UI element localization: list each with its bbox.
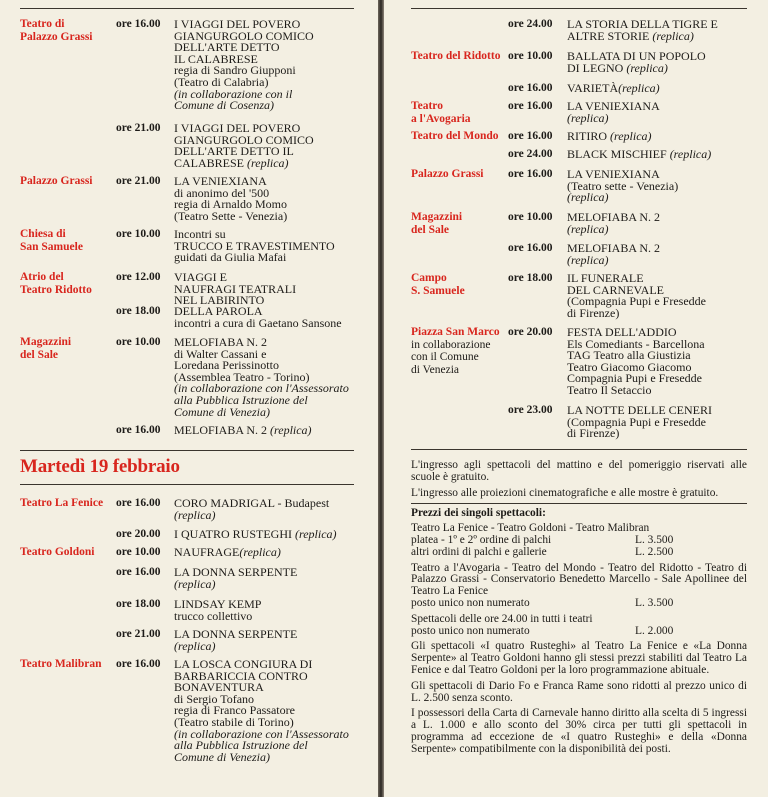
show-line bbox=[567, 382, 705, 397]
venue-name bbox=[20, 175, 93, 188]
show-line bbox=[567, 149, 711, 161]
show-note: (replica) bbox=[247, 155, 289, 170]
venue-line: Campo bbox=[411, 272, 447, 284]
show-line bbox=[174, 252, 335, 264]
venue-note: con il Comune bbox=[411, 351, 479, 363]
venue-line: Palazzo Grassi bbox=[20, 30, 93, 43]
venue-name bbox=[411, 326, 500, 376]
show-line bbox=[174, 425, 312, 437]
left-page bbox=[0, 0, 378, 797]
show-text: incontri a cura di Gaetano Sansone bbox=[174, 315, 342, 330]
show-note: (replica) bbox=[610, 129, 652, 143]
show-details bbox=[174, 529, 337, 541]
show-line bbox=[174, 547, 281, 559]
show-time: ore 10.00 bbox=[116, 546, 161, 558]
show-line bbox=[174, 608, 261, 623]
show-line bbox=[567, 428, 712, 440]
show-details bbox=[174, 229, 335, 264]
show-time: ore 16.00 bbox=[508, 100, 553, 112]
show-text: Teatro Il Setaccio bbox=[567, 382, 652, 397]
show-details bbox=[567, 19, 718, 42]
show-text: di Firenze) bbox=[567, 305, 620, 320]
show-text: VARIETÀ bbox=[567, 81, 619, 95]
show-details bbox=[174, 547, 281, 559]
show-note: Comune di Venezia) bbox=[174, 404, 270, 419]
show-note: alla Pubblica Istruzione del bbox=[174, 738, 308, 753]
venue-name bbox=[411, 100, 471, 125]
show-details bbox=[174, 425, 312, 437]
venue-line: a l'Avogaria bbox=[411, 112, 471, 125]
venue-name bbox=[411, 272, 465, 297]
show-text: (Teatro di Calabria) bbox=[174, 74, 269, 89]
show-text: MELOFIABA N. 2 bbox=[567, 241, 661, 255]
show-time: ore 16.00 bbox=[116, 497, 161, 509]
show-details bbox=[174, 19, 314, 112]
show-line bbox=[174, 576, 297, 591]
show-details bbox=[174, 272, 296, 307]
info-rule bbox=[411, 503, 747, 504]
show-line bbox=[567, 110, 660, 125]
venue-name bbox=[20, 271, 92, 296]
show-time: ore 10.00 bbox=[116, 228, 161, 240]
show-details bbox=[174, 498, 329, 521]
show-text: (Compagnia Pupi e Fresedde bbox=[567, 294, 706, 309]
show-line bbox=[567, 252, 660, 267]
venue-line: Teatro Goldoni bbox=[20, 546, 95, 558]
price-row bbox=[411, 626, 747, 638]
show-time: ore 16.00 bbox=[116, 658, 161, 670]
show-line bbox=[567, 83, 660, 95]
show-details bbox=[174, 306, 342, 329]
show-text: MELOFIABA N. 2 bbox=[174, 423, 271, 437]
show-time: ore 20.00 bbox=[508, 326, 553, 338]
show-line bbox=[567, 60, 706, 75]
show-details bbox=[174, 337, 349, 418]
show-text: (Teatro Sette - Venezia) bbox=[174, 208, 288, 223]
show-text: LA VENIEXIANA bbox=[174, 174, 267, 188]
show-text: LA NOTTE DELLE CENERI bbox=[567, 403, 712, 417]
show-note: (replica) bbox=[174, 507, 216, 522]
venue-line: Teatro La Fenice bbox=[20, 497, 104, 509]
show-text: MELOFIABA N. 2 bbox=[567, 210, 661, 224]
show-text: (Teatro stabile di Torino) bbox=[174, 714, 294, 729]
show-time: ore 18.00 bbox=[116, 305, 161, 317]
price-label: platea - 1º e 2º ordine di palchi bbox=[411, 533, 552, 546]
show-text: Incontri su bbox=[174, 227, 226, 241]
venue-line: Teatro Ridotto bbox=[20, 283, 92, 296]
show-note: (in collaborazione con l'Assessorato bbox=[174, 726, 349, 741]
show-details bbox=[174, 659, 349, 763]
show-time: ore 24.00 bbox=[508, 18, 553, 30]
show-text: DEL CARNEVALE bbox=[567, 282, 664, 297]
show-note: (replica) bbox=[626, 60, 668, 75]
show-text: Compagnia Pupi e Fresedde bbox=[567, 371, 702, 386]
show-time: ore 16.00 bbox=[508, 82, 553, 94]
show-line bbox=[567, 305, 706, 320]
show-text: I VIAGGI DEL POVERO bbox=[174, 121, 301, 135]
show-note: (in collaborazione con l'Assessorato bbox=[174, 381, 349, 396]
show-text: DELLA PAROLA bbox=[174, 304, 263, 318]
top-rule bbox=[411, 8, 747, 9]
show-text: LA VENIEXIANA bbox=[567, 167, 660, 181]
venue-name bbox=[20, 228, 83, 253]
venue-line: Palazzo Grassi bbox=[20, 175, 93, 187]
show-text: LINDSAY KEMP bbox=[174, 597, 262, 611]
price-label: posto unico non numerato bbox=[411, 624, 530, 637]
price-group-3 bbox=[411, 614, 747, 638]
show-note: (replica) bbox=[295, 527, 337, 541]
show-details bbox=[567, 101, 660, 124]
show-time: ore 10.00 bbox=[116, 336, 161, 348]
show-text: (Compagnia Pupi e Fresedde bbox=[567, 414, 706, 429]
show-text: BALLATA DI UN POPOLO bbox=[567, 49, 706, 63]
venue-note: in collaborazione bbox=[411, 338, 491, 351]
show-note: (replica) bbox=[652, 28, 694, 43]
show-details bbox=[567, 131, 652, 143]
show-time: ore 18.00 bbox=[508, 272, 553, 284]
show-time: ore 16.00 bbox=[116, 424, 161, 436]
show-note: (replica) bbox=[174, 576, 216, 591]
show-details bbox=[567, 273, 706, 319]
intro-schools: L'ingresso agli spettacoli del mattino e del pomeriggio riservati alle scuole è gratuito. bbox=[411, 459, 747, 483]
show-text: Teatro Giacomo Giacomo bbox=[567, 359, 692, 374]
section-rule bbox=[411, 449, 747, 450]
show-text: regia di Arnaldo Momo bbox=[174, 197, 287, 212]
show-line bbox=[174, 404, 349, 419]
price-value: L. 3.500 bbox=[635, 596, 674, 609]
show-note: Comune di Venezia) bbox=[174, 749, 270, 764]
show-text: CORO MADRIGAL - Budapest bbox=[174, 496, 330, 510]
venue-line: Piazza San Marco bbox=[411, 326, 500, 338]
intro-films: L'ingresso alle proiezioni cinematografiche e alle mostre è gratuito. bbox=[411, 486, 719, 499]
price-label: posto unico non numerato bbox=[411, 596, 530, 609]
venue-name bbox=[411, 130, 499, 143]
show-time: ore 16.00 bbox=[116, 18, 161, 30]
venue-line: del Sale bbox=[411, 223, 450, 236]
show-text: LA VENIEXIANA bbox=[567, 99, 660, 113]
venue-name bbox=[20, 497, 103, 510]
venue-name bbox=[20, 658, 101, 671]
ticket-info bbox=[411, 460, 747, 760]
price-label: altri ordini di palchi e gallerie bbox=[411, 545, 547, 558]
show-line bbox=[567, 192, 678, 204]
show-text: BLACK MISCHIEF bbox=[567, 147, 670, 161]
venue-line: Teatro del Mondo bbox=[411, 130, 499, 142]
show-time: ore 18.00 bbox=[116, 598, 161, 610]
venue-name bbox=[411, 50, 500, 63]
price-group-3-title: Spettacoli delle ore 24.00 in tutti i teatri bbox=[411, 612, 593, 625]
show-details bbox=[567, 405, 712, 440]
show-line bbox=[174, 749, 349, 764]
show-line bbox=[174, 638, 297, 653]
show-time: ore 10.00 bbox=[508, 50, 553, 62]
show-line bbox=[174, 100, 314, 112]
venue-name bbox=[20, 336, 71, 361]
show-details bbox=[567, 212, 660, 235]
show-text: DELL'ARTE DETTO IL bbox=[174, 144, 294, 159]
section-rule bbox=[20, 484, 354, 485]
venue-line: Chiesa di bbox=[20, 228, 66, 240]
show-line bbox=[567, 131, 652, 143]
show-details bbox=[567, 169, 678, 204]
show-text: NAUFRAGI TEATRALI bbox=[174, 281, 297, 296]
price-row bbox=[411, 547, 747, 559]
show-text: ALTRE STORIE bbox=[567, 28, 653, 43]
venue-line: Atrio del bbox=[20, 271, 64, 283]
show-details bbox=[174, 629, 297, 652]
show-time: ore 21.00 bbox=[116, 175, 161, 187]
show-text: LA DONNA SERPENTE bbox=[174, 565, 298, 579]
venue-line: San Samuele bbox=[20, 240, 83, 253]
show-text: di anonimo del '500 bbox=[174, 185, 270, 200]
venue-line: Teatro bbox=[411, 100, 443, 112]
price-group-2 bbox=[411, 563, 747, 610]
venue-name bbox=[411, 211, 462, 236]
show-text: (Assemblea Teatro - Torino) bbox=[174, 369, 310, 384]
show-text: GIANGURGOLO COMICO bbox=[174, 132, 314, 147]
show-note: alla Pubblica Istruzione del bbox=[174, 392, 308, 407]
show-note: (replica) bbox=[618, 81, 660, 95]
show-time: ore 16.00 bbox=[508, 168, 553, 180]
show-text: I VIAGGI DEL POVERO bbox=[174, 17, 301, 31]
show-text: di Walter Cassani e bbox=[174, 346, 267, 361]
venue-line: Palazzo Grassi bbox=[411, 168, 484, 180]
show-text: CALABRESE bbox=[174, 155, 248, 170]
show-text: trucco collettivo bbox=[174, 608, 253, 623]
show-note: (replica) bbox=[669, 147, 712, 161]
price-group-2-theatres: Teatro a l'Avogaria - Teatro del Mondo - Teatro del Ridotto - Teatro di Palazzo Grassi - Conservatorio Benedetto Marcello - Sale Apollinee del Teatro La Fenice bbox=[411, 561, 747, 598]
show-text: guidati da Giulia Mafai bbox=[174, 250, 287, 265]
show-text: TRUCCO E TRAVESTIMENTO bbox=[174, 238, 335, 253]
venue-line: Teatro di bbox=[20, 18, 65, 30]
show-details bbox=[174, 599, 261, 622]
show-note: (replica) bbox=[567, 221, 609, 236]
fo-rame-note: Gli spettacoli di Dario Fo e Franca Rame sono ridotti al prezzo unico di L. 2.500 senza sconto. bbox=[411, 679, 747, 704]
show-text: GIANGURGOLO COMICO bbox=[174, 28, 314, 43]
show-text: NAUFRAGE bbox=[174, 545, 240, 559]
show-time: ore 21.00 bbox=[116, 628, 161, 640]
venue-line: S. Samuele bbox=[411, 284, 465, 297]
show-text: IL FUNERALE bbox=[567, 271, 644, 285]
top-rule bbox=[20, 8, 354, 9]
venue-line: del Sale bbox=[20, 348, 59, 361]
show-note: (replica) bbox=[174, 638, 216, 653]
show-note: (replica) bbox=[567, 252, 609, 267]
show-note: (replica) bbox=[567, 190, 609, 205]
section-rule bbox=[20, 450, 354, 451]
show-text: TAG Teatro alla Giustizia bbox=[567, 348, 691, 363]
show-text: DI LEGNO bbox=[567, 60, 627, 75]
show-time: ore 20.00 bbox=[116, 528, 161, 540]
show-note: (replica) bbox=[270, 423, 312, 437]
show-text: BONAVENTURA bbox=[174, 680, 264, 695]
price-group-1 bbox=[411, 523, 747, 558]
show-time: ore 12.00 bbox=[116, 271, 161, 283]
show-line bbox=[567, 221, 660, 236]
show-text: regia di Franco Passatore bbox=[174, 703, 295, 718]
show-text: BARBARICCIA CONTRO bbox=[174, 668, 308, 683]
show-note: (in collaborazione con il bbox=[174, 86, 293, 101]
show-details bbox=[567, 51, 706, 74]
show-time: ore 16.00 bbox=[116, 566, 161, 578]
show-text: di Firenze) bbox=[567, 426, 620, 441]
show-text: FESTA DELL'ADDIO bbox=[567, 325, 677, 339]
venue-line: Teatro Malibran bbox=[20, 658, 102, 670]
show-text: NEL LABIRINTO bbox=[174, 293, 265, 308]
venue-name bbox=[411, 168, 484, 181]
show-time: ore 21.00 bbox=[116, 122, 161, 134]
show-note: (replica) bbox=[567, 110, 609, 125]
show-text: MELOFIABA N. 2 bbox=[174, 335, 268, 349]
show-time: ore 16.00 bbox=[508, 242, 553, 254]
show-note: (replica) bbox=[239, 545, 281, 559]
price-group-1-theatres: Teatro La Fenice - Teatro Goldoni - Teatro Malibran bbox=[411, 522, 650, 535]
show-details bbox=[567, 83, 660, 95]
show-time: ore 23.00 bbox=[508, 404, 553, 416]
show-text: DELL'ARTE DETTO bbox=[174, 40, 280, 55]
show-text: regia di Sandro Giupponi bbox=[174, 63, 296, 78]
show-text: VIAGGI E bbox=[174, 270, 227, 284]
show-line bbox=[174, 155, 314, 170]
venue-name bbox=[20, 18, 93, 43]
prices-heading: Prezzi dei singoli spettacoli: bbox=[411, 507, 546, 520]
show-details bbox=[567, 243, 660, 266]
show-note: Comune di Cosenza) bbox=[174, 98, 274, 113]
show-details bbox=[567, 149, 711, 161]
show-text: di Sergio Tofano bbox=[174, 691, 255, 706]
show-time: ore 10.00 bbox=[508, 211, 553, 223]
show-text: LA STORIA DELLA TIGRE E bbox=[567, 17, 718, 31]
price-row bbox=[411, 535, 747, 547]
show-time: ore 16.00 bbox=[508, 130, 553, 142]
venue-name bbox=[20, 546, 94, 559]
rusteghi-note: Gli spettacoli «I quatro Rusteghi» al Teatro La Fenice e «La Donna Serpente» al Teatro Goldoni hanno gli stessi prezzi stabiliti dal Teatro La Fenice e dal Teatro Goldoni per la loro programmazione abituale. bbox=[411, 640, 747, 676]
price-row bbox=[411, 598, 747, 610]
show-text: I QUATRO RUSTEGHI bbox=[174, 527, 295, 541]
show-line bbox=[174, 315, 342, 330]
show-text: IL CALABRESE bbox=[174, 51, 258, 66]
show-text: LA LOSCA CONGIURA DI bbox=[174, 657, 313, 671]
show-line bbox=[567, 28, 718, 43]
venue-line: Teatro del Ridotto bbox=[411, 50, 501, 62]
venue-line: Magazzini bbox=[411, 211, 463, 223]
price-value: L. 2.500 bbox=[635, 545, 674, 558]
day-heading: Martedì 19 febbraio bbox=[20, 456, 180, 477]
venue-line: Magazzini bbox=[20, 336, 72, 348]
venue-note: di Venezia bbox=[411, 363, 460, 376]
show-details bbox=[567, 327, 705, 397]
show-text: LA DONNA SERPENTE bbox=[174, 627, 298, 641]
carnival-card-note: I possessori della Carta di Carnevale hanno diritto alla scelta di 5 ingressi a L. 1.000 e allo sconto del 30% circa per tutti gli spettacoli in programma ad eccezione de «I quatro Rusteghi» e della «Donna Serpente» compatibilmente con la disponibilità dei posti. bbox=[411, 707, 747, 755]
show-details bbox=[174, 176, 287, 222]
show-text: RITIRO bbox=[567, 129, 610, 143]
show-text: Els Comediants - Barcellona bbox=[567, 336, 705, 351]
show-line bbox=[174, 507, 329, 522]
price-value: L. 2.000 bbox=[635, 624, 674, 637]
show-line bbox=[174, 208, 288, 223]
show-text: Loredana Perissinotto bbox=[174, 358, 279, 373]
price-value: L. 3.500 bbox=[635, 533, 674, 546]
show-details bbox=[174, 567, 297, 590]
show-line bbox=[174, 529, 337, 541]
show-text: (Teatro sette - Venezia) bbox=[567, 178, 679, 193]
show-details bbox=[174, 123, 314, 169]
show-time: ore 24.00 bbox=[508, 148, 553, 160]
